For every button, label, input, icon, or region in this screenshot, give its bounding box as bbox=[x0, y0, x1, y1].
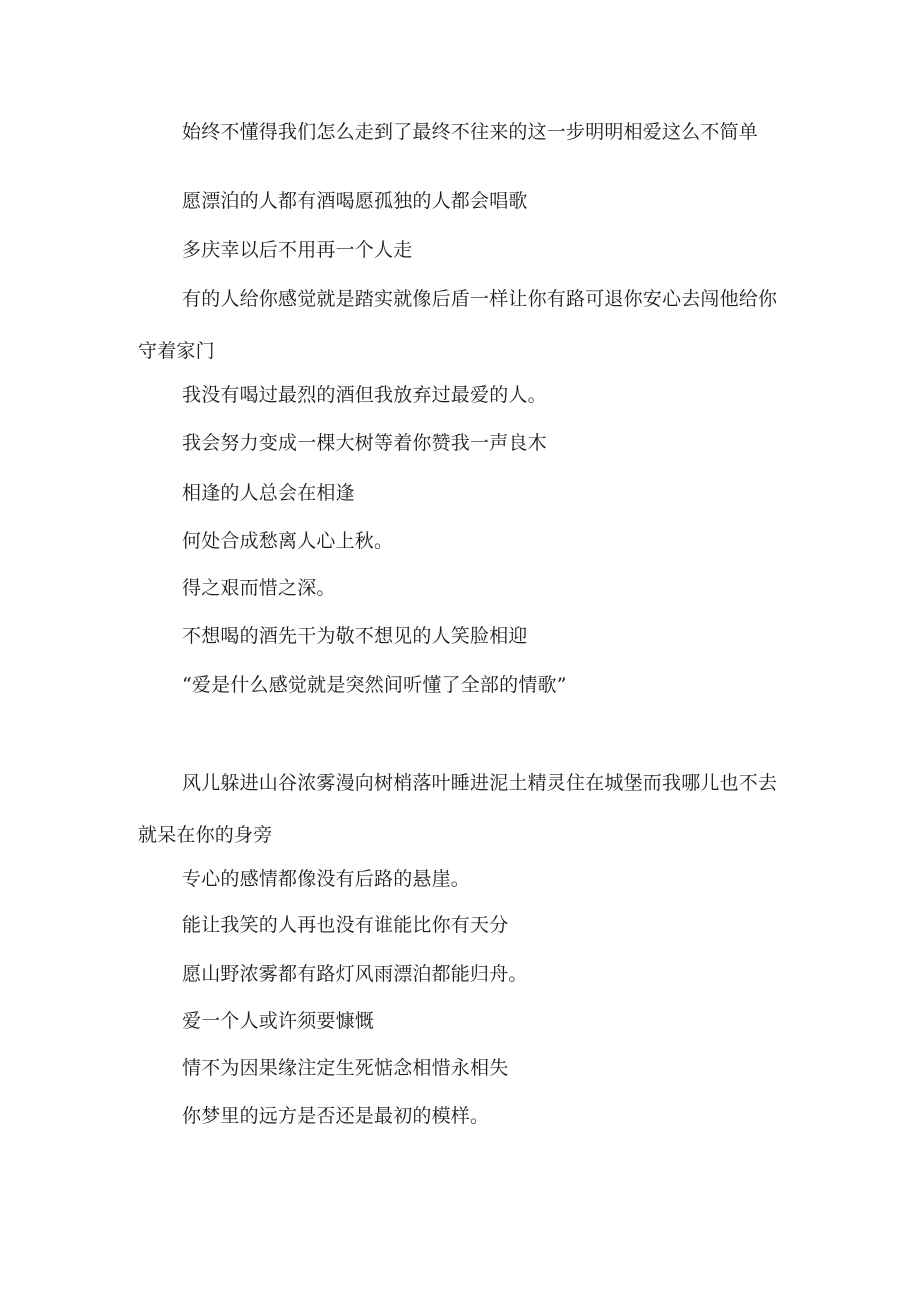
paragraph-1: 始终不懂得我们怎么走到了最终不往来的这一步明明相爱这么不简单 bbox=[182, 121, 759, 143]
paragraph-17: 情不为因果缘注定生死惦念相惜永相失 bbox=[182, 1057, 509, 1079]
paragraph-3: 多庆幸以后不用再一个人走 bbox=[182, 239, 413, 261]
paragraph-8: 何处合成愁离人心上秋。 bbox=[182, 530, 394, 552]
paragraph-15: 愿山野浓雾都有路灯风雨漂泊都能归舟。 bbox=[182, 963, 528, 985]
paragraph-6: 我会努力变成一棵大树等着你赞我一声良木 bbox=[182, 432, 547, 454]
paragraph-18: 你梦里的远方是否还是最初的模样。 bbox=[182, 1105, 490, 1127]
paragraph-4: 有的人给你感觉就是踏实就像后盾一样让你有路可退你安心去闯他给你守着家门 bbox=[138, 288, 778, 362]
paragraph-16: 爱一个人或许须要慷慨 bbox=[182, 1010, 375, 1032]
paragraph-9: 得之艰而惜之深。 bbox=[182, 577, 336, 599]
paragraph-14: 能让我笑的人再也没有谁能比你有天分 bbox=[182, 914, 509, 936]
paragraph-11: “爱是什么感觉就是突然间听懂了全部的情歌” bbox=[182, 674, 567, 696]
paragraph-2: 愿漂泊的人都有酒喝愿孤独的人都会唱歌 bbox=[182, 190, 528, 212]
paragraph-7: 相逢的人总会在相逢 bbox=[182, 482, 355, 504]
paragraph-13: 专心的感情都像没有后路的悬崖。 bbox=[182, 868, 471, 890]
paragraph-5: 我没有喝过最烈的酒但我放弃过最爱的人。 bbox=[182, 384, 547, 406]
paragraph-12: 风儿躲进山谷浓雾漫向树梢落叶睡进泥土精灵住在城堡而我哪儿也不去就呆在你的身旁 bbox=[138, 772, 778, 846]
paragraph-10: 不想喝的酒先干为敬不想见的人笑脸相迎 bbox=[182, 625, 528, 647]
